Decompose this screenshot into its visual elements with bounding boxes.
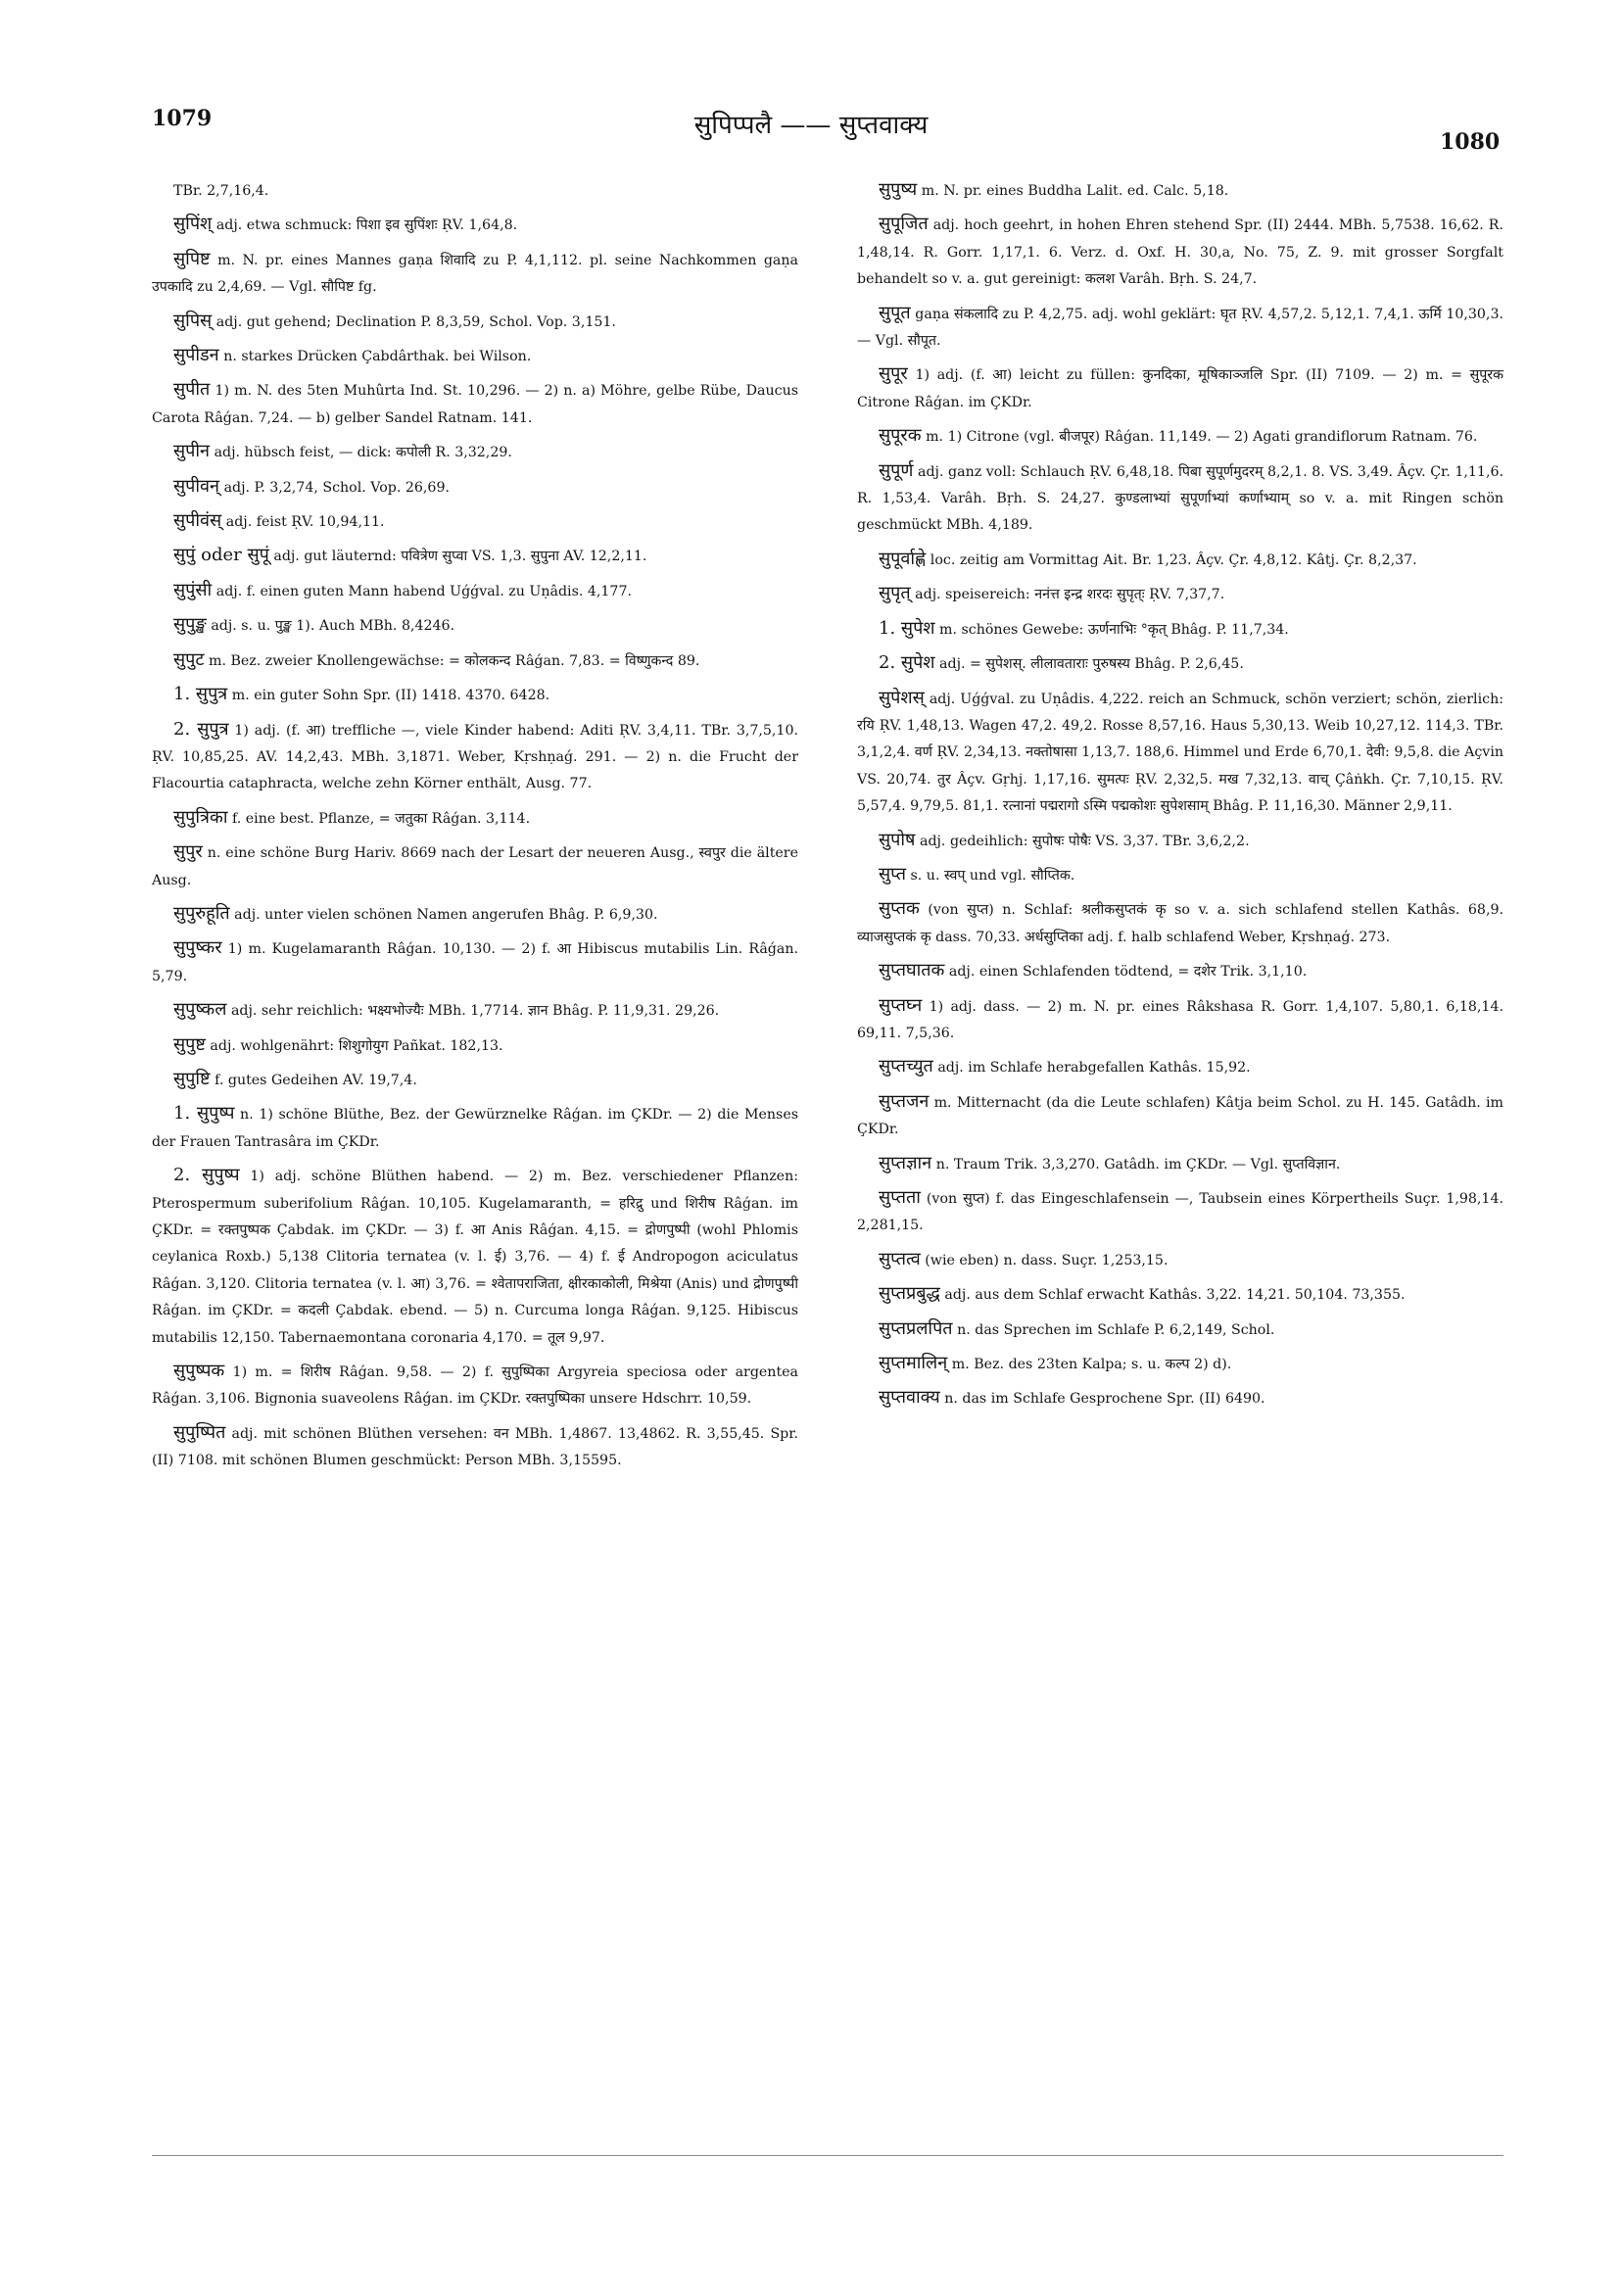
dictionary-entry <box>857 1315 1503 1344</box>
dictionary-entry <box>152 934 798 990</box>
entry-definition: adj. aus dem Schlaf erwacht Kathâs. 3,22. 14,21. 50,104. 73,355. <box>944 1287 1406 1304</box>
entry-headword: सुपुष्पित <box>173 1421 226 1443</box>
entry-headword: 2. सुपेश <box>879 652 935 674</box>
dictionary-entry <box>857 895 1503 951</box>
entry-headword: सुपुर <box>173 841 203 863</box>
dictionary-entry <box>152 438 798 466</box>
entry-definition: m. Bez. des 23ten Kalpa; s. u. कल्प 2) d). <box>951 1357 1232 1373</box>
entry-definition: loc. zeitig am Vormittag Ait. Br. 1,23. Âçv. Çr. 4,8,12. Kâtj. Çr. 8,2,37. <box>930 551 1417 568</box>
entry-headword: सुपुंसी <box>173 579 213 600</box>
page-number-left: 1079 <box>152 106 213 131</box>
dictionary-entry <box>152 1100 798 1156</box>
entry-definition: adj. unter vielen schönen Namen angerufen Bhâg. P. 6,9,30. <box>234 906 658 923</box>
entry-headword: सुप्तघातक <box>879 960 945 981</box>
dictionary-entry <box>152 1419 798 1475</box>
entry-headword: सुपूजित <box>879 214 929 235</box>
dictionary-entry <box>857 1384 1503 1412</box>
entry-headword: सुपीत <box>173 379 211 401</box>
entry-headword: सुपृत् <box>879 583 911 604</box>
entry-headword: सुपुत्रिका <box>173 806 228 828</box>
entry-definition: adj. P. 3,2,74, Schol. Vop. 26,69. <box>223 479 450 496</box>
dictionary-entry <box>857 422 1503 451</box>
entry-definition: gaṇa संकलादि zu P. 4,2,75. adj. wohl geklärt: घृत ṚV. 4,57,2. 5,12,1. 7,4,1. ऊर्मि 10,30,3. — Vgl. सौपूत. <box>857 306 1503 350</box>
entry-headword: सुपूर <box>879 363 908 385</box>
dictionary-entry <box>857 300 1503 356</box>
dictionary-entry <box>152 1162 798 1352</box>
running-head: सुपिप्पलै —— सुप्तवाक्य <box>693 111 929 140</box>
entry-headword: सुप्तघ्न <box>879 994 923 1016</box>
entry-headword: सुपुष्टि <box>173 1068 211 1089</box>
entry-headword: सुपुट <box>173 648 205 670</box>
dictionary-entry <box>152 473 798 502</box>
entry-headword: 1. सुपुत्र <box>173 684 228 705</box>
entry-headword: 2. सुपुत्र <box>173 718 229 740</box>
entry-headword: सुपूर्वाह्णे <box>879 548 927 569</box>
dictionary-entry <box>857 1184 1503 1240</box>
entry-headword: सुपुष्कर <box>173 937 222 959</box>
entry-definition: adj. etwa schmuck: पिशा इव सुपिंशः ṚV. 1,64,8. <box>215 217 518 234</box>
entry-definition: adj. sehr reichlich: भक्ष्यभोज्यैः MBh. 1,7714. ज्ञान Bhâg. P. 11,9,31. 29,26. <box>230 1003 720 1020</box>
entry-definition: 1) adj. (f. आ) leicht zu füllen: कुनदिका, मूषिकाञ्जलि Spr. (II) 7109. — 2) m. = सुपूरक Citrone Râǵan. im ÇKDr. <box>857 367 1504 410</box>
entry-definition: s. u. स्वप् und vgl. सौप्तिक. <box>910 867 1075 884</box>
entry-headword: सुप्तमालिन् <box>879 1353 948 1374</box>
dictionary-entry <box>857 1350 1503 1378</box>
entry-definition: f. gutes Gedeihen AV. 19,7,4. <box>215 1072 417 1088</box>
dictionary-entry <box>152 577 798 605</box>
entry-headword: सुपुं oder सुपूं <box>173 545 269 566</box>
entry-headword: सुपेशस् <box>879 687 925 708</box>
page-number-right: 1080 <box>1440 129 1501 155</box>
dictionary-entry <box>152 716 798 798</box>
dictionary-entry <box>152 646 798 675</box>
dictionary-entry <box>857 211 1503 293</box>
dictionary-entry <box>857 992 1503 1048</box>
entry-definition: adj. = सुपेशस्. लीलावताराः पुरुषस्य Bhâg. P. 2,6,45. <box>939 656 1244 673</box>
entry-definition: f. eine best. Pflanze, = जतुका Râǵan. 3,114. <box>232 810 531 827</box>
entry-headword: 1. सुपेश <box>879 617 935 639</box>
entry-definition: adj. hoch geehrt, in hohen Ehren stehend Spr. (II) 2444. MBh. 5,7538. 16,62. R. 1,48,14. R. Gorr. 1,17,1. 6. Verz. d. Oxf. H. 30,a, No. 75, Z. 9. mit grosser Sorgfalt behandelt so v. a. gut gereinigt: कलश Varâh. Bṛh. S. 24,7. <box>857 217 1503 288</box>
entry-definition: n. das im Schlafe Gesprochene Spr. (II) 6490. <box>944 1391 1265 1408</box>
entry-headword: सुपीन <box>173 441 211 462</box>
entry-definition: adj. einen Schlafenden tödtend, = दशेर Trik. 3,1,10. <box>948 964 1308 981</box>
entry-headword: सुप्त <box>879 863 906 885</box>
entry-definition: adj. feist ṚV. 10,94,11. <box>225 514 385 531</box>
entry-headword: सुपोष <box>879 829 916 850</box>
dictionary-entry <box>857 861 1503 889</box>
entry-definition: adj. f. einen guten Mann habend Uǵǵval. zu Uṇâdis. 4,177. <box>215 583 632 599</box>
entry-headword: सुपुरुहूति <box>173 902 230 924</box>
entry-definition: adj. mit schönen Blüthen versehen: वन MBh. 1,4867. 13,4862. R. 3,55,45. Spr. (II) 7108. mit schönen Blumen geschmückt: Person MBh. 3,15595. <box>152 1425 798 1469</box>
entry-definition: m. N. pr. eines Mannes gaṇa शिवादि zu P. 4,1,112. pl. seine Nachkommen gaṇa उपकादि zu 2,4,69. — Vgl. सौपिष्ट fg. <box>152 252 798 296</box>
entry-definition: n. eine schöne Burg Hariv. 8669 nach der Lesart der neueren Ausg., स्वपुर die ältere Ausg. <box>152 845 798 888</box>
entry-headword: सुपिस् <box>173 310 213 331</box>
entry-definition: 1) m. N. des 5ten Muhûrta Ind. St. 10,296. — 2) n. a) Möhre, gelbe Rübe, Daucus Carota Râǵan. 7,24. — b) gelber Sandel Ratnam. 141. <box>152 383 799 426</box>
dictionary-entry <box>857 360 1503 416</box>
dictionary-entry <box>857 1088 1503 1144</box>
entry-headword: सुपीवंस् <box>173 510 222 532</box>
entry-headword: सुपूत <box>879 302 911 323</box>
dictionary-entry <box>152 211 798 239</box>
entry-headword: सुपुङ्ख <box>173 614 207 636</box>
entry-definition: adj. speisereich: ननंत्त इन्द्र शरदः सुपृत्ः ṚV. 7,37,7. <box>915 587 1225 603</box>
dictionary-entry <box>152 376 798 432</box>
dictionary-entry <box>857 457 1503 540</box>
entry-headword: सुपूर्ण <box>879 459 914 481</box>
entry-headword: सुपूरक <box>879 425 922 447</box>
dictionary-entry <box>152 900 798 929</box>
dictionary-entry <box>152 176 798 205</box>
dictionary-entry <box>152 838 798 894</box>
entry-definition: (von सुप्त) f. das Eingeschlafensein —, Taubsein eines Körpertheils Suçr. 1,98,14. 2,281,15. <box>857 1191 1503 1234</box>
entry-headword: सुपीवन् <box>173 475 220 497</box>
entry-headword: सुपुष्ट <box>173 1033 206 1055</box>
dictionary-entry <box>857 1150 1503 1178</box>
dictionary-entry <box>152 507 798 536</box>
dictionary-entry <box>857 827 1503 855</box>
footer-rule <box>152 2155 1503 2156</box>
entry-definition: adj. wohlgenährt: शिशुगोयुग Pañkat. 182,13. <box>210 1037 503 1054</box>
dictionary-entry <box>152 804 798 833</box>
right-column <box>857 176 1503 1419</box>
dictionary-entry <box>857 546 1503 574</box>
dictionary-entry <box>857 615 1503 644</box>
entry-definition: adj. s. u. पुङ्ख 1). Auch MBh. 8,4246. <box>211 618 455 635</box>
entry-headword: 1. सुपुष्प <box>173 1103 235 1124</box>
entry-definition: adj. gut gehend; Declination P. 8,3,59, Schol. Vop. 3,151. <box>215 313 616 330</box>
entry-definition: adj. Uǵǵval. zu Uṇâdis. 4,222. reich an Schmuck, schön verziert; schön, zierlich: रयि ṚV. 1,48,13. Wagen 47,2. 49,2. Rosse 8,57,16. Haus 5,30,13. Weib 10,27,12. 114,3. TBr. 3,1,2,4. वर्ण ṚV. 2,34,13. नक्तोषासा 1,13,7. 188,6. Himmel und Erde 6,70,1. देवी: 9,5,8. die Açvin VS. 20,74. तुर Âçv. Gṛhj. 1,17,16. सुमत्पः ṚV. 2,32,5. मख 7,32,13. वाच् Çâṅkh. Çr. 7,10,15. ṚV. 5,57,4. 9,79,5. 81,1. रत्नानां पद्मरागो ऽस्मि पद्मकोशः सुपेशसाम् Bhâg. P. 11,16,30. Männer 2,9,11. <box>857 691 1503 815</box>
entry-definition: 1) m. = शिरीष Râǵan. 9,58. — 2) f. सुपुष्पिका Argyreia speciosa oder argentea Râǵan. 3,106. Bignonia suaveolens Râǵan. im ÇKDr. रक्तपुष्पिका unsere Hdschrr. 10,59. <box>152 1364 798 1408</box>
dictionary-entry <box>152 611 798 640</box>
entry-definition: m. ein guter Sohn Spr. (II) 1418. 4370. 6428. <box>231 688 550 704</box>
left-column <box>152 176 798 1481</box>
dictionary-entry <box>857 957 1503 985</box>
entry-headword: सुपुष्य <box>879 179 918 200</box>
entry-definition: 1) m. Kugelamaranth Râǵan. 10,130. — 2) f. आ Hibiscus mutabilis Lin. Râǵan. 5,79. <box>152 941 798 984</box>
entry-definition: adj. im Schlafe herabgefallen Kathâs. 15,92. <box>937 1060 1251 1076</box>
entry-definition: n. das Sprechen im Schlafe P. 6,2,149, Schol. <box>957 1321 1275 1338</box>
dictionary-entry <box>152 1358 798 1413</box>
dictionary-entry <box>152 542 798 570</box>
entry-headword: सुप्तत्व <box>879 1248 921 1269</box>
dictionary-entry <box>857 685 1503 821</box>
dictionary-entry <box>152 681 798 709</box>
dictionary-entry <box>857 176 1503 205</box>
entry-definition: m. Mitternacht (da die Leute schlafen) Kâtja beim Schol. zu H. 145. Gatâdh. im ÇKDr. <box>857 1094 1503 1138</box>
dictionary-entry <box>152 342 798 370</box>
entry-headword: सुप्तज्ञान <box>879 1152 932 1173</box>
entry-definition: TBr. 2,7,16,4. <box>173 183 269 199</box>
entry-headword: 2. सुपुष्प <box>173 1165 240 1186</box>
entry-definition: m. Bez. zweier Knollengewächse: = कोलकन्द Râǵan. 7,83. = विष्णुकन्द 89. <box>208 652 700 669</box>
entry-definition: adj. gedeihlich: सुपोषः पोषैः VS. 3,37. TBr. 3,6,2,2. <box>919 833 1250 849</box>
entry-headword: सुप्तप्रलपित <box>879 1317 953 1339</box>
dictionary-entry <box>152 1031 798 1060</box>
entry-headword: सुपुष्पक <box>173 1361 225 1382</box>
entry-headword: सुप्तजन <box>879 1090 930 1112</box>
entry-definition: adj. gut läuternd: पवित्रेण सुप्वा VS. 1,3. सुपुना AV. 12,2,11. <box>273 549 647 565</box>
entry-headword: सुपीडन <box>173 345 219 366</box>
dictionary-entry <box>152 308 798 336</box>
entry-definition: adj. hübsch feist, — dick: कपोली R. 3,32,29. <box>214 445 512 461</box>
dictionary-entry <box>857 580 1503 608</box>
entry-headword: सुप्तच्युत <box>879 1056 933 1077</box>
entry-headword: सुपिंश् <box>173 214 213 235</box>
entry-definition: n. Traum Trik. 3,3,270. Gatâdh. im ÇKDr. — Vgl. सुप्तविज्ञान. <box>935 1156 1341 1172</box>
entry-headword: सुप्तवाक्य <box>879 1387 940 1409</box>
dictionary-entry <box>152 1066 798 1094</box>
entry-definition: m. 1) Citrone (vgl. बीजपूर) Râǵan. 11,149. — 2) Agati grandiflorum Ratnam. 76. <box>926 429 1478 446</box>
entry-definition: 1) adj. schöne Blüthen habend. — 2) m. Bez. verschiedener Pflanzen: Pterospermum suberifolium Râǵan. 10,105. Kugelamaranth, = हरिद्रु und शिरीष Râǵan. im ÇKDr. = रक्तपुष्पक Çabdak. im ÇKDr. — 3) f. आ Anis Râǵan. 4,15. = द्रोणपुष्पी (wohl Phlomis ceylanica Roxb.) 5,138 Clitoria ternatea (v. l. ई) 3,76. — 4) f. ई Andropogon aciculatus Râǵan. 3,120. Clitoria ternatea (v. l. आ) 3,76. = श्वेतापराजिता, क्षीरकाकोली, मिश्रेया (Anis) und द्रोणपुष्पी Râǵan. im ÇKDr. = कदली Çabdak. ebend. — 5) n. Curcuma longa Râǵan. 9,125. Hibiscus mutabilis 12,150. Tabernaemontana coronaria 4,170. = तूल 9,97. <box>152 1169 798 1346</box>
entry-definition: n. starkes Drücken Çabdârthak. bei Wilson. <box>223 349 532 365</box>
dictionary-entry <box>857 1246 1503 1274</box>
entry-headword: सुप्तक <box>879 898 920 920</box>
entry-definition: (wie eben) n. dass. Suçr. 1,253,15. <box>925 1252 1169 1268</box>
entry-definition: 1) adj. dass. — 2) m. N. pr. eines Râkshasa R. Gorr. 1,4,107. 5,80,1. 6,18,14. 69,11. 7,5,36. <box>857 998 1503 1041</box>
entry-headword: सुपिष्ट <box>173 248 211 269</box>
dictionary-entry <box>857 649 1503 678</box>
entry-definition: adj. ganz voll: Schlauch ṚV. 6,48,18. पिबा सुपूर्णमुदरम् 8,2,1. 8. VS. 3,49. Âçv. Çr. 1,11,6. R. 1,53,4. Varâh. Bṛh. S. 24,27. कुण्डलाभ्यां सुपूर्णाभ्यां कर्णाभ्याम् so v. a. mit Ringen schön geschmückt MBh. 4,189. <box>857 463 1503 534</box>
dictionary-entry <box>152 246 798 302</box>
dictionary-entry <box>152 996 798 1025</box>
entry-definition: m. schönes Gewebe: ऊर्णनाभिः °कृत् Bhâg. P. 11,7,34. <box>939 621 1289 638</box>
entry-headword: सुप्तता <box>879 1187 921 1208</box>
entry-definition: 1) adj. (f. आ) treffliche —, viele Kinder habend: Aditi ṚV. 3,4,11. TBr. 3,7,5,10. ṚV. 10,85,25. AV. 14,2,43. MBh. 3,1871. Weber, Kṛshṇaǵ. 291. — 2) n. die Frucht der Flacourtia cataphracta, welche zehn Körner enthält, Ausg. 77. <box>152 722 798 792</box>
entry-definition: (von सुप्त) n. Schlaf: श्रलीकसुप्तकं कृ so v. a. sich schlafend stellen Kathâs. 68,9. व्याजसुप्तकं कृ dass. 70,33. अर्धसुप्तिका adj. f. halb schlafend Weber, Kṛshṇaǵ. 273. <box>857 902 1503 945</box>
dictionary-entry <box>857 1053 1503 1081</box>
dictionary-entry <box>857 1280 1503 1309</box>
entry-headword: सुप्तप्रबुद्ध <box>879 1283 940 1305</box>
entry-headword: सुपुष्कल <box>173 999 227 1021</box>
entry-definition: n. 1) schöne Blüthe, Bez. der Gewürznelke Râǵan. im ÇKDr. — 2) die Menses der Frauen Tantrasâra im ÇKDr. <box>152 1107 798 1150</box>
entry-definition: m. N. pr. eines Buddha Lalit. ed. Calc. 5,18. <box>921 183 1229 199</box>
